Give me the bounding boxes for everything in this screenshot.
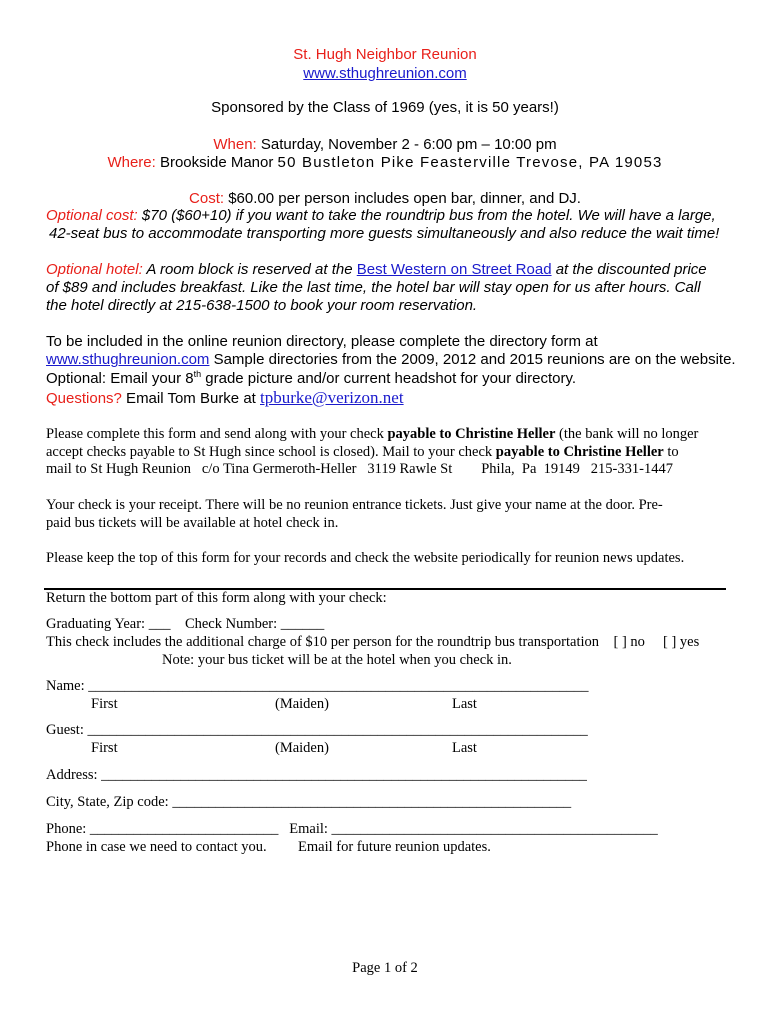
page-number: Page 1 of 2 xyxy=(352,960,418,976)
page-title: St. Hugh Neighbor Reunion xyxy=(293,46,477,63)
directory-link[interactable]: www.sthughreunion.com xyxy=(46,351,210,368)
directory-text3-pre: Optional: Email your 8 xyxy=(46,370,194,387)
superscript-th: th xyxy=(193,369,202,379)
hotel-line3: the hotel directly at 215-638-1500 to book your room reservation. xyxy=(46,297,478,314)
where-line xyxy=(0,154,770,171)
when-label: When: xyxy=(213,136,257,153)
hotel-text1-pre: A room block is reserved at the xyxy=(142,261,357,278)
cost-value: $60.00 per person includes open bar, dinner, and DJ. xyxy=(224,190,581,207)
questions-label: Questions? xyxy=(46,390,122,407)
address-field[interactable]: Address: ___________________________________________________________________ xyxy=(46,767,587,783)
instructions-p1-line2 xyxy=(46,444,679,461)
cost-label: Cost: xyxy=(189,190,225,207)
graduating-year-check-number[interactable]: Graduating Year: ___ Check Number: ______ xyxy=(46,616,325,632)
hotel-line1 xyxy=(46,261,707,278)
sponsor-line: Sponsored by the Class of 1969 (yes, it is 50 years!) xyxy=(211,99,559,116)
instructions-p2-line2: paid bus tickets will be available at hotel check in. xyxy=(46,515,339,531)
directory-text3-post: grade picture and/or current headshot for your directory. xyxy=(201,370,577,387)
instructions-p1-line1 xyxy=(46,426,698,443)
bus-option-line[interactable]: This check includes the additional charge of $10 per person for the roundtrip bus transportation [ ] no [ ] yes xyxy=(46,634,700,650)
instr-p1-l1-post: (the bank will no longer xyxy=(555,426,699,442)
optional-cost-line1 xyxy=(46,207,716,224)
name-first-label: First xyxy=(91,696,118,712)
where-address: 50 Bustleton Pike Feasterville Trevose, PA 19053 xyxy=(277,154,663,171)
cost-line xyxy=(0,190,770,207)
name-field[interactable]: Name: _____________________________________________________________________ xyxy=(46,678,589,694)
optional-cost-line2: 42-seat bus to accommodate transporting more guests simultaneously and also reduce the wait time! xyxy=(49,225,720,242)
directory-line2 xyxy=(46,351,736,368)
name-last-label: Last xyxy=(452,696,477,712)
city-state-zip-field[interactable]: City, State, Zip code: _______________________________________________________ xyxy=(46,794,572,810)
directory-text2: Sample directories from the 2009, 2012 and 2015 reunions are on the website. xyxy=(209,351,736,368)
when-line xyxy=(0,136,770,153)
instr-p1-l2-pre: accept checks payable to St Hugh since school is closed). Mail to your check xyxy=(46,444,496,460)
website-link[interactable] xyxy=(0,65,770,82)
where-venue: Brookside Manor xyxy=(155,154,278,171)
phone-email-field[interactable]: Phone: __________________________ Email: _____________________________________________ xyxy=(46,821,658,837)
phone-note: Phone in case we need to contact you. xyxy=(46,839,267,855)
name-maiden-label: (Maiden) xyxy=(275,696,329,712)
guest-last-label: Last xyxy=(452,740,477,756)
instr-p1-l2-post: to xyxy=(663,444,679,460)
directory-line1: To be included in the online reunion directory, please complete the directory form at xyxy=(46,333,598,350)
hotel-text1-post: at the discounted price xyxy=(551,261,707,278)
form-intro: Return the bottom part of this form along with your check: xyxy=(46,590,387,606)
hotel-label: Optional hotel: xyxy=(46,261,143,278)
instructions-p2-line1: Your check is your receipt. There will be no reunion entrance tickets. Just give your name at the door. Pre- xyxy=(46,497,663,513)
instr-p1-l1-pre: Please complete this form and send along with your check xyxy=(46,426,388,442)
questions-email-link[interactable]: tpburke@verizon.net xyxy=(260,388,404,407)
instr-p1-l1-bold: payable to Christine Heller xyxy=(387,426,556,442)
website-link-text[interactable]: www.sthughreunion.com xyxy=(303,65,467,82)
guest-field[interactable]: Guest: _____________________________________________________________________ xyxy=(46,722,588,738)
directory-line3 xyxy=(46,369,576,387)
optional-cost-label: Optional cost: xyxy=(46,207,138,224)
where-label: Where: xyxy=(107,154,156,171)
email-note: Email for future reunion updates. xyxy=(298,839,491,855)
optional-cost-text1: $70 ($60+10) if you want to take the roundtrip bus from the hotel. We will have a large, xyxy=(137,207,716,224)
hotel-link[interactable]: Best Western on Street Road xyxy=(356,261,552,278)
questions-text: Email Tom Burke at xyxy=(121,390,260,407)
instr-p1-l2-bold: payable to Christine Heller xyxy=(495,444,664,460)
instructions-p3: Please keep the top of this form for your records and check the website periodically for reunion news updates. xyxy=(46,550,685,566)
hotel-line2: of $89 and includes breakfast. Like the last time, the hotel bar will stay open for us after hours. Call xyxy=(46,279,701,296)
guest-maiden-label: (Maiden) xyxy=(275,740,329,756)
questions-line xyxy=(46,388,404,408)
instructions-p1-line3: mail to St Hugh Reunion c/o Tina Germeroth-Heller 3119 Rawle St Phila, Pa 19149 215-331-1447 xyxy=(46,461,673,477)
bus-note: Note: your bus ticket will be at the hotel when you check in. xyxy=(162,652,512,668)
when-value: Saturday, November 2 - 6:00 pm – 10:00 pm xyxy=(256,136,557,153)
guest-first-label: First xyxy=(91,740,118,756)
